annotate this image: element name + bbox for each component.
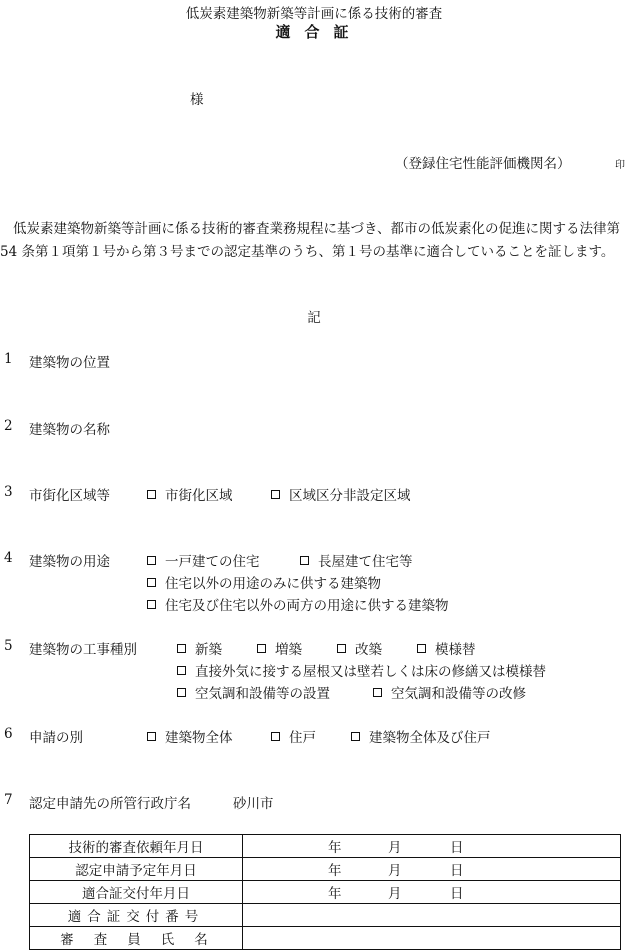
checkbox-icon[interactable] xyxy=(177,666,186,675)
item-number: 1 xyxy=(4,351,13,367)
option-label: 一戸建ての住宅 xyxy=(165,554,260,570)
option-label: 建築物全体及び住戸 xyxy=(369,730,491,746)
checkbox-option[interactable] xyxy=(373,682,526,702)
certification-paragraph: 低炭素建築物新築等計画に係る技術的審査業務規程に基づき、都市の低炭素化の促進に関する法律第 54 条第１項第１号から第３号までの認定基準のうち、第１号の基準に適合していることを証します。 xyxy=(0,221,620,260)
table-row xyxy=(30,835,621,858)
checkbox-option[interactable] xyxy=(337,638,382,658)
seal-mark: 印 xyxy=(615,160,625,171)
table-row xyxy=(30,881,621,904)
checkbox-icon[interactable] xyxy=(177,644,186,653)
checkbox-icon[interactable] xyxy=(147,600,156,609)
option-label: 新築 xyxy=(195,642,222,658)
checkbox-icon[interactable] xyxy=(337,644,346,653)
day-unit: 日 xyxy=(450,886,464,902)
day-unit: 日 xyxy=(450,840,464,856)
checkbox-icon[interactable] xyxy=(147,556,156,565)
document-title: 適合証 xyxy=(275,23,363,41)
checkbox-icon[interactable] xyxy=(177,688,186,697)
table-row xyxy=(30,927,621,950)
option-label: 増築 xyxy=(275,642,302,658)
item-number: 7 xyxy=(4,792,13,808)
table-header-cell: 技術的審査依頼年月日 xyxy=(30,835,243,858)
table-header-cell: 適合証交付番号 xyxy=(30,904,243,927)
document-subtitle: 低炭素建築物新築等計画に係る技術的審査 xyxy=(185,6,443,22)
table-row xyxy=(30,858,621,881)
month-unit: 月 xyxy=(388,863,402,879)
table-header-cell: 審査員氏名 xyxy=(30,927,243,950)
addressee-honorific: 様 xyxy=(190,92,204,108)
checkbox-option[interactable] xyxy=(257,638,302,658)
item-label-application: 申請の別 xyxy=(29,730,83,746)
option-label: 模様替 xyxy=(435,642,476,658)
table-row xyxy=(30,904,621,927)
option-label: 市街化区域 xyxy=(165,488,233,504)
checkbox-icon[interactable] xyxy=(147,578,156,587)
examiner-name-field[interactable] xyxy=(243,927,621,950)
detail-table xyxy=(29,834,621,950)
date-field[interactable] xyxy=(243,835,621,858)
item-label-building-name: 建築物の名称 xyxy=(29,422,110,438)
checkbox-option[interactable] xyxy=(177,638,222,658)
checkbox-option[interactable] xyxy=(147,726,233,746)
checkbox-option[interactable] xyxy=(147,550,260,570)
checkbox-option[interactable] xyxy=(147,594,449,614)
table-header-cell: 適合証交付年月日 xyxy=(30,881,243,904)
checkbox-icon[interactable] xyxy=(417,644,426,653)
item-label-authority: 認定申請先の所管行政庁名 xyxy=(29,796,191,812)
checkbox-option[interactable] xyxy=(177,660,546,680)
option-label: 建築物全体 xyxy=(165,730,233,746)
month-unit: 月 xyxy=(388,886,402,902)
checkbox-icon[interactable] xyxy=(373,688,382,697)
option-label: 改築 xyxy=(355,642,382,658)
checkbox-icon[interactable] xyxy=(300,556,309,565)
authority-value: 砂川市 xyxy=(233,796,274,812)
table-header-cell: 認定申請予定年月日 xyxy=(30,858,243,881)
option-label: 住戸 xyxy=(289,730,316,746)
option-label: 区域区分非設定区域 xyxy=(289,488,411,504)
issuer-org-label: （登録住宅性能評価機関名） xyxy=(395,156,571,172)
checkbox-icon[interactable] xyxy=(257,644,266,653)
checkbox-option[interactable] xyxy=(351,726,491,746)
checkbox-option[interactable] xyxy=(300,550,413,570)
year-unit: 年 xyxy=(328,886,342,902)
checkbox-option[interactable] xyxy=(417,638,476,658)
item-label-zone: 市街化区域等 xyxy=(29,488,110,504)
option-label: 住宅及び住宅以外の両方の用途に供する建築物 xyxy=(165,598,449,614)
checkbox-option[interactable] xyxy=(271,484,411,504)
item-number: 6 xyxy=(4,726,13,742)
checkbox-option[interactable] xyxy=(147,572,381,592)
checkbox-icon[interactable] xyxy=(351,732,360,741)
date-field[interactable] xyxy=(243,858,621,881)
checkbox-option[interactable] xyxy=(177,682,330,702)
checkbox-icon[interactable] xyxy=(271,490,280,499)
certificate-number-field[interactable] xyxy=(243,904,621,927)
item-number: 3 xyxy=(4,484,13,500)
year-unit: 年 xyxy=(328,840,342,856)
ki-heading: 記 xyxy=(307,310,321,326)
day-unit: 日 xyxy=(450,863,464,879)
month-unit: 月 xyxy=(388,840,402,856)
item-number: 2 xyxy=(4,418,13,434)
date-field[interactable] xyxy=(243,881,621,904)
item-label-work-type: 建築物の工事種別 xyxy=(29,642,137,658)
checkbox-icon[interactable] xyxy=(147,490,156,499)
option-label: 住宅以外の用途のみに供する建築物 xyxy=(165,576,381,592)
option-label: 長屋建て住宅等 xyxy=(318,554,413,570)
option-label: 空気調和設備等の設置 xyxy=(195,686,330,702)
checkbox-option[interactable] xyxy=(271,726,316,746)
checkbox-icon[interactable] xyxy=(271,732,280,741)
checkbox-icon[interactable] xyxy=(147,732,156,741)
option-label: 直接外気に接する屋根又は壁若しくは床の修繕又は模様替 xyxy=(195,664,546,680)
checkbox-option[interactable] xyxy=(147,484,233,504)
item-label-usage: 建築物の用途 xyxy=(29,554,110,570)
item-number: 5 xyxy=(4,638,13,654)
year-unit: 年 xyxy=(328,863,342,879)
item-number: 4 xyxy=(4,550,13,566)
item-label-location: 建築物の位置 xyxy=(29,355,110,371)
option-label: 空気調和設備等の改修 xyxy=(391,686,526,702)
